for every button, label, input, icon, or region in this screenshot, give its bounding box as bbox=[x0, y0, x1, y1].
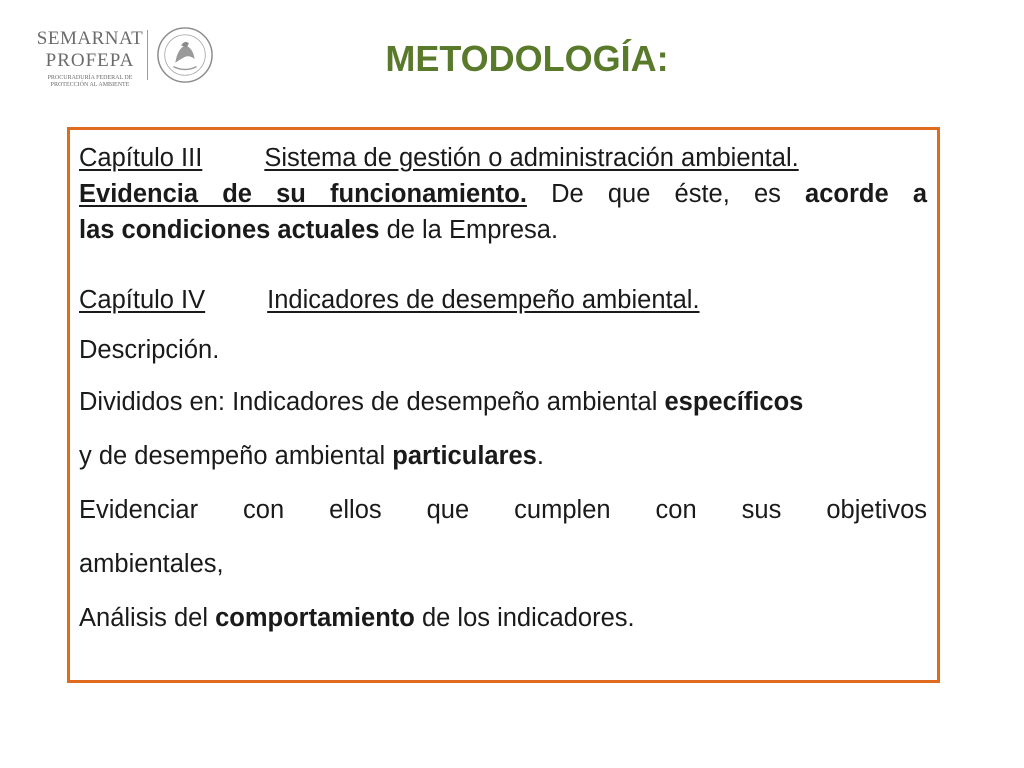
chapter3-bold2: las condiciones actuales bbox=[79, 216, 380, 244]
evidence-line2 bbox=[79, 546, 927, 582]
divided-line1 bbox=[79, 384, 927, 420]
chapter3-title: Sistema de gestión o administración ambiental. bbox=[264, 144, 799, 172]
chapter3-text1: De que éste, es bbox=[551, 180, 781, 208]
analysis-text: Análisis del bbox=[79, 604, 208, 632]
evidence-text: Evidenciar con ellos que cumplen con sus objetivos bbox=[79, 496, 927, 524]
divided-end: . bbox=[536, 442, 544, 470]
analysis-bold: comportamiento bbox=[215, 604, 415, 632]
chapter3-heading-line bbox=[79, 140, 927, 176]
content-text bbox=[79, 140, 927, 636]
chapter3-line2 bbox=[79, 176, 927, 212]
evidence-text2: ambientales, bbox=[79, 550, 224, 578]
chapter4-description bbox=[79, 332, 927, 368]
analysis-end: de los indicadores. bbox=[421, 604, 635, 632]
logo-profepa: PROFEPA bbox=[45, 50, 135, 71]
divided-text: Divididos en: Indicadores de desempeño ambiental bbox=[79, 388, 658, 416]
chapter3-bold1: acorde a bbox=[805, 180, 927, 208]
logo-subtitle: PROCURADURÍA FEDERAL DE PROTECCIÓN AL AMBIENTE bbox=[47, 75, 133, 88]
chapter3-label: Capítulo III bbox=[79, 144, 203, 172]
chapter4-heading-line bbox=[79, 282, 927, 318]
chapter3-text2: de la Empresa. bbox=[386, 216, 559, 244]
chapter4-title: Indicadores de desempeño ambiental. bbox=[267, 286, 700, 314]
chapter4-heading bbox=[79, 286, 700, 314]
divided-bold2: particulares bbox=[392, 442, 537, 470]
chapter3-heading bbox=[79, 144, 799, 172]
chapter4-label: Capítulo IV bbox=[79, 286, 206, 314]
divided-bold: específicos bbox=[664, 388, 804, 416]
logo-semarnat: SEMARNAT bbox=[36, 28, 144, 49]
analysis-line bbox=[79, 600, 927, 636]
chapter3-evidence: Evidencia de su funcionamiento. bbox=[79, 180, 527, 208]
chapter3-line3 bbox=[79, 212, 927, 248]
divided-line2 bbox=[79, 438, 927, 474]
evidence-line1 bbox=[79, 492, 927, 528]
divided-text2: y de desempeño ambiental bbox=[79, 442, 386, 470]
page-title: METODOLOGÍA: bbox=[385, 38, 669, 79]
description-text: Descripción. bbox=[79, 336, 220, 364]
